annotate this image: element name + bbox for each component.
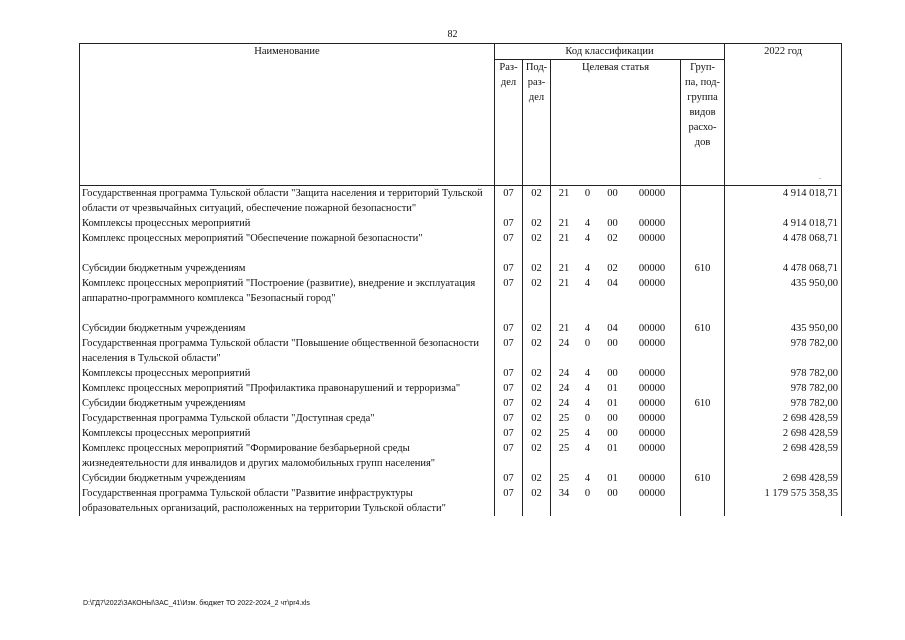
row-amount: 4 478 068,71 [725, 261, 842, 276]
row-target-cs3: 00 [607, 338, 618, 349]
row-name: Субсидии бюджетным учреждениям [80, 321, 495, 336]
row-target-cs2: 4 [584, 368, 591, 379]
row-razdel: 07 [495, 336, 523, 366]
row-target-cs1: 21 [558, 278, 570, 289]
table-row [80, 441, 842, 471]
row-podrazdel: 02 [523, 426, 551, 441]
row-target-cs1: 25 [558, 428, 570, 439]
row-target-cs3: 00 [607, 428, 618, 439]
budget-table [79, 43, 842, 516]
row-group: 610 [681, 261, 725, 276]
row-target-cs3: 02 [607, 233, 618, 244]
row-target-cs4: 00000 [638, 218, 666, 229]
row-target-article [551, 276, 681, 321]
row-target-cs4: 00000 [638, 278, 666, 289]
row-razdel: 07 [495, 396, 523, 411]
row-target-cs3: 04 [607, 278, 618, 289]
row-target-cs3: 01 [607, 443, 618, 454]
row-name: Комплексы процессных мероприятий [80, 426, 495, 441]
row-razdel: 07 [495, 486, 523, 516]
row-amount: 4 478 068,71 [725, 231, 842, 261]
row-target-article [551, 231, 681, 261]
table-row [80, 486, 842, 516]
row-name: Государственная программа Тульской области "Развитие инфраструктуры образовательных организаций, расположенных на территории Тульской области" [80, 486, 495, 516]
row-target-article [551, 411, 681, 426]
row-target-cs4: 00000 [638, 323, 666, 334]
row-group [681, 186, 725, 217]
row-target-cs2: 4 [584, 323, 591, 334]
row-target-cs4: 00000 [638, 188, 666, 199]
row-razdel: 07 [495, 276, 523, 321]
row-target-cs1: 25 [558, 443, 570, 454]
row-amount: 2 698 428,59 [725, 441, 842, 471]
row-target-cs3: 04 [607, 323, 618, 334]
row-podrazdel: 02 [523, 366, 551, 381]
row-target-cs3: 00 [607, 413, 618, 424]
row-amount: 4 914 018,71 [725, 216, 842, 231]
row-amount: 4 914 018,71 [725, 186, 842, 217]
header-podrazdel: Под- раз- дел [523, 60, 551, 186]
row-group [681, 231, 725, 261]
row-target-cs1: 34 [558, 488, 570, 499]
row-target-article [551, 426, 681, 441]
row-podrazdel: 02 [523, 276, 551, 321]
table-row [80, 381, 842, 396]
row-podrazdel: 02 [523, 216, 551, 231]
row-target-cs2: 4 [584, 473, 591, 484]
row-target-article [551, 321, 681, 336]
row-razdel: 07 [495, 471, 523, 486]
row-target-cs2: 4 [584, 233, 591, 244]
row-target-cs4: 00000 [638, 428, 666, 439]
row-amount: 2 698 428,59 [725, 426, 842, 441]
row-podrazdel: 02 [523, 471, 551, 486]
row-razdel: 07 [495, 411, 523, 426]
row-name: Комплексы процессных мероприятий [80, 216, 495, 231]
table-row [80, 426, 842, 441]
row-amount: 2 698 428,59 [725, 411, 842, 426]
table-body [80, 186, 842, 517]
row-group [681, 486, 725, 516]
row-group [681, 426, 725, 441]
table-row [80, 396, 842, 411]
row-podrazdel: 02 [523, 441, 551, 471]
row-target-cs3: 00 [607, 218, 618, 229]
row-target-article [551, 441, 681, 471]
row-amount: 978 782,00 [725, 336, 842, 366]
row-group: 610 [681, 321, 725, 336]
row-name: Государственная программа Тульской области "Доступная среда" [80, 411, 495, 426]
row-target-cs3: 02 [607, 263, 618, 274]
row-group [681, 411, 725, 426]
row-podrazdel: 02 [523, 261, 551, 276]
header-classification: Код классификации [495, 44, 725, 60]
row-podrazdel: 02 [523, 336, 551, 366]
page-number: 82 [447, 29, 458, 40]
row-target-article [551, 381, 681, 396]
header-target-article: Целевая статья [551, 60, 681, 186]
row-target-cs4: 00000 [638, 263, 666, 274]
row-target-cs4: 00000 [638, 338, 666, 349]
row-target-cs4: 00000 [638, 443, 666, 454]
table-row [80, 216, 842, 231]
row-amount: 435 950,00 [725, 321, 842, 336]
row-podrazdel: 02 [523, 186, 551, 217]
row-name: Комплекс процессных мероприятий "Профилактика правонарушений и терроризма" [80, 381, 495, 396]
row-target-cs1: 24 [558, 368, 570, 379]
row-target-cs3: 00 [607, 488, 618, 499]
row-podrazdel: 02 [523, 231, 551, 261]
row-razdel: 07 [495, 231, 523, 261]
row-target-cs4: 00000 [638, 413, 666, 424]
row-name: Комплекс процессных мероприятий "Обеспечение пожарной безопасности" [80, 231, 495, 261]
row-target-article [551, 186, 681, 217]
row-target-cs1: 25 [558, 473, 570, 484]
row-target-cs1: 24 [558, 383, 570, 394]
corner-mark: - [819, 174, 822, 182]
table-row [80, 411, 842, 426]
row-target-cs2: 4 [584, 383, 591, 394]
row-target-cs3: 00 [607, 368, 618, 379]
row-target-cs1: 21 [558, 218, 570, 229]
row-amount: 2 698 428,59 [725, 471, 842, 486]
row-podrazdel: 02 [523, 411, 551, 426]
row-target-cs3: 00 [607, 188, 618, 199]
row-group [681, 276, 725, 321]
row-target-cs4: 00000 [638, 398, 666, 409]
row-target-cs4: 00000 [638, 368, 666, 379]
table-header [80, 44, 842, 186]
budget-table-sheet [79, 43, 841, 516]
row-name: Государственная программа Тульской области "Повышение общественной безопасности населения в Тульской области" [80, 336, 495, 366]
row-amount: 978 782,00 [725, 396, 842, 411]
row-target-cs1: 21 [558, 263, 570, 274]
row-target-cs3: 01 [607, 383, 618, 394]
table-row [80, 231, 842, 261]
row-target-cs1: 25 [558, 413, 570, 424]
row-target-cs4: 00000 [638, 473, 666, 484]
row-target-cs1: 24 [558, 398, 570, 409]
row-group [681, 336, 725, 366]
row-target-cs2: 4 [584, 443, 591, 454]
row-podrazdel: 02 [523, 321, 551, 336]
row-podrazdel: 02 [523, 486, 551, 516]
row-name: Субсидии бюджетным учреждениям [80, 471, 495, 486]
table-row [80, 366, 842, 381]
row-razdel: 07 [495, 381, 523, 396]
row-group [681, 441, 725, 471]
row-target-article [551, 396, 681, 411]
header-year: 2022 год [725, 44, 842, 186]
table-row [80, 471, 842, 486]
row-target-cs2: 4 [584, 428, 591, 439]
row-target-article [551, 261, 681, 276]
row-group [681, 366, 725, 381]
table-row [80, 336, 842, 366]
row-target-article [551, 471, 681, 486]
row-target-cs2: 4 [584, 398, 591, 409]
row-group [681, 381, 725, 396]
table-row [80, 186, 842, 217]
row-target-cs2: 4 [584, 263, 591, 274]
row-target-cs4: 00000 [638, 488, 666, 499]
row-target-cs2: 0 [584, 188, 591, 199]
header-group: Груп- па, под- группа видов расхо- дов [681, 60, 725, 186]
row-razdel: 07 [495, 366, 523, 381]
row-razdel: 07 [495, 216, 523, 231]
header-name: Наименование [80, 44, 495, 186]
row-razdel: 07 [495, 426, 523, 441]
row-name: Субсидии бюджетным учреждениям [80, 396, 495, 411]
row-group: 610 [681, 396, 725, 411]
row-name: Комплекс процессных мероприятий "Построение (развитие), внедрение и эксплуатация аппаратно-программного комплекса "Безопасный город" [80, 276, 495, 321]
row-target-cs1: 21 [558, 233, 570, 244]
row-group [681, 216, 725, 231]
row-target-cs4: 00000 [638, 383, 666, 394]
row-name: Комплекс процессных мероприятий "Формирование безбарьерной среды жизнедеятельности для инвалидов и других маломобильных групп населения" [80, 441, 495, 471]
row-target-cs2: 4 [584, 278, 591, 289]
row-target-cs2: 0 [584, 413, 591, 424]
row-name: Субсидии бюджетным учреждениям [80, 261, 495, 276]
row-podrazdel: 02 [523, 381, 551, 396]
row-razdel: 07 [495, 261, 523, 276]
row-target-cs2: 4 [584, 218, 591, 229]
header-razdel: Раз- дел [495, 60, 523, 186]
row-target-cs2: 0 [584, 488, 591, 499]
row-target-cs1: 21 [558, 323, 570, 334]
row-amount: 978 782,00 [725, 366, 842, 381]
row-razdel: 07 [495, 441, 523, 471]
table-row [80, 261, 842, 276]
row-name: Комплексы процессных мероприятий [80, 366, 495, 381]
row-target-cs3: 01 [607, 398, 618, 409]
row-razdel: 07 [495, 321, 523, 336]
row-target-article [551, 486, 681, 516]
row-target-article [551, 216, 681, 231]
row-target-cs2: 0 [584, 338, 591, 349]
table-row [80, 321, 842, 336]
row-target-article [551, 366, 681, 381]
table-row [80, 276, 842, 321]
row-podrazdel: 02 [523, 396, 551, 411]
row-target-cs3: 01 [607, 473, 618, 484]
row-amount: 435 950,00 [725, 276, 842, 321]
row-target-article [551, 336, 681, 366]
row-target-cs4: 00000 [638, 233, 666, 244]
footer-file-path: D:\ГД7\2022\ЗАКОНЫ\ЗАС_41\Изм. бюджет ТО 2022-2024_2 чт\pr4.xls [83, 600, 310, 607]
row-amount: 978 782,00 [725, 381, 842, 396]
row-group: 610 [681, 471, 725, 486]
row-name: Государственная программа Тульской области "Защита населения и территорий Тульской области от чрезвычайных ситуаций, обеспечение пожарной безопасности" [80, 186, 495, 217]
row-target-cs1: 24 [558, 338, 570, 349]
row-amount: 1 179 575 358,35 [725, 486, 842, 516]
row-razdel: 07 [495, 186, 523, 217]
row-target-cs1: 21 [558, 188, 570, 199]
